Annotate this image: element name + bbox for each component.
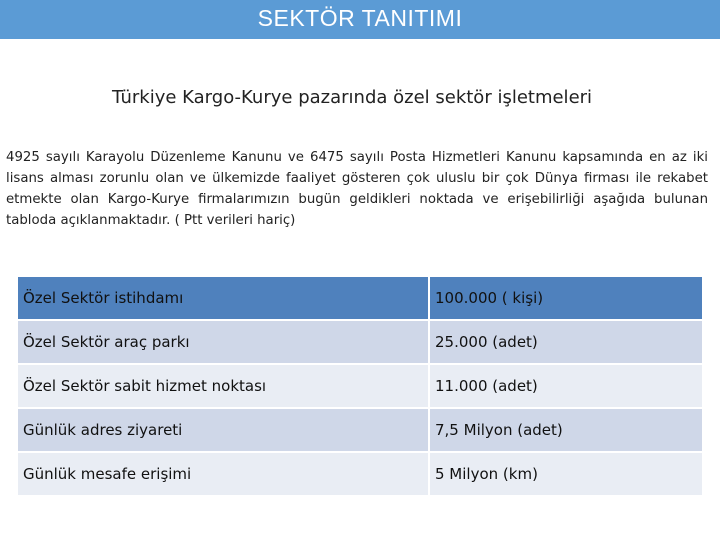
row-label: Günlük mesafe erişimi (17, 452, 429, 496)
row-value: 7,5 Milyon (adet) (429, 408, 703, 452)
table-row (17, 408, 703, 452)
sector-stats-table (16, 275, 704, 497)
intro-paragraph: 4925 sayılı Karayolu Düzenleme Kanunu ve 6475 sayılı Posta Hizmetleri Kanunu kapsamında en az iki lisans alması zorunlu olan ve ülkemizde faaliyet gösteren çok uluslu bir çok Dünya firması ile rekabet etmekte olan Kargo-Kurye firmalarımızın bugün geldikleri noktada ve erişebilirliği aşağıda bulunan tabloda açıklanmaktadır. ( Ptt verileri hariç) (6, 150, 708, 228)
row-label: Özel Sektör istihdamı (17, 276, 429, 320)
row-value: 25.000 (adet) (429, 320, 703, 364)
header-bar (0, 0, 720, 39)
row-value: 100.000 ( kişi) (429, 276, 703, 320)
row-value: 11.000 (adet) (429, 364, 703, 408)
table-row (17, 276, 703, 320)
subtitle: Türkiye Kargo-Kurye pazarında özel sektör işletmeleri (111, 87, 593, 108)
page-title: SEKTÖR TANITIMI (257, 5, 463, 31)
row-label: Günlük adres ziyareti (17, 408, 429, 452)
table-row (17, 452, 703, 496)
row-label: Özel Sektör araç parkı (17, 320, 429, 364)
row-value: 5 Milyon (km) (429, 452, 703, 496)
row-label: Özel Sektör sabit hizmet noktası (17, 364, 429, 408)
table-row (17, 320, 703, 364)
table-row (17, 364, 703, 408)
